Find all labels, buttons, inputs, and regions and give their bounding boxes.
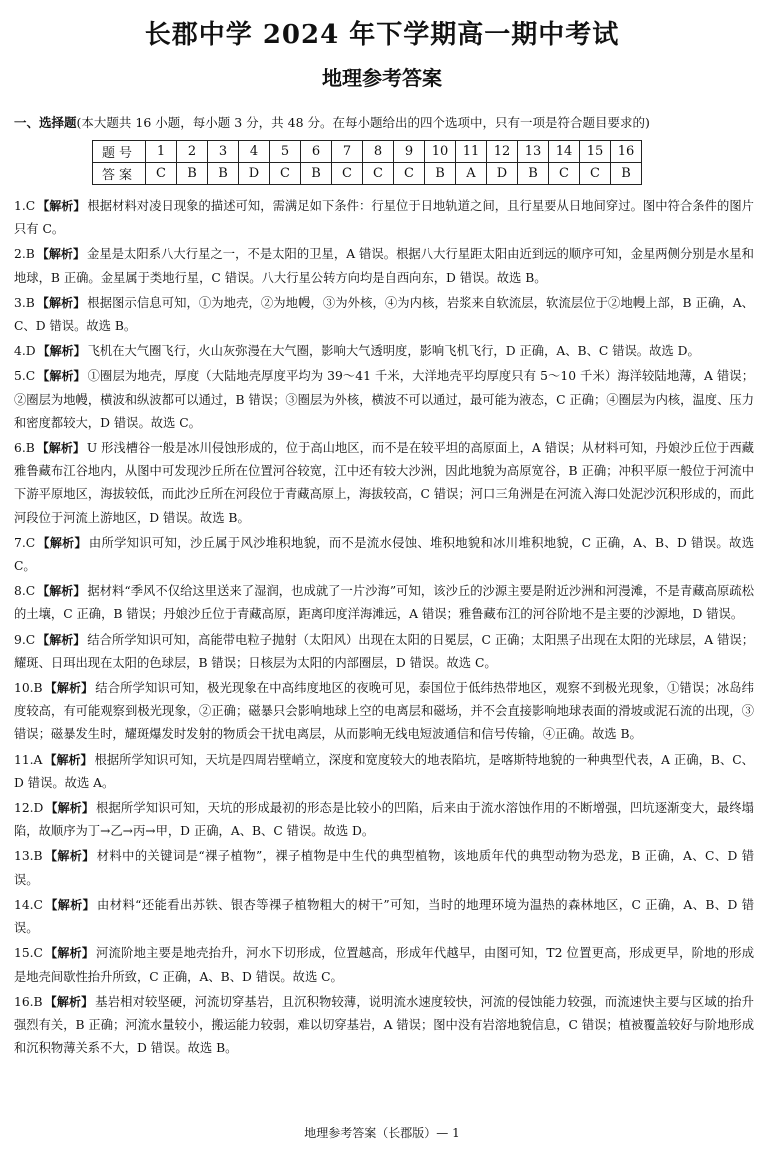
item-text: 根据图示信息可知，①为地壳，②为地幔，③为外核，④为内核，岩浆来自软流层，软流层位于②地幔上部，B 正确，A、C、D 错误。故选 B。 [14, 295, 754, 334]
explanation-item [14, 437, 754, 530]
answer-table-answer-row [93, 163, 642, 185]
explanation-item [14, 243, 754, 289]
item-text: 据材料“季风不仅给这里送来了湿润，也成就了一片沙海”可知，该沙丘的沙源主要是附近沙洲和河漫滩，不是青藏高原疏松的土壤，C 正确，B 错误；丹娘沙丘位于青藏高原，距离印度洋海滩远，A 错误；雅鲁藏布江的河谷阶地不是主要的沙源地，D 错误。 [14, 584, 754, 622]
answer-table-number-row [93, 141, 642, 163]
item-number: 2.B [14, 247, 35, 262]
item-text: 结合所学知识可知，极光现象在中高纬度地区的夜晚可见，泰国位于低纬热带地区，观察不到极光现象，①错误；冰岛纬度较高，有可能观察到极光现象，②正确；磁暴只会影响地球上空的电离层和磁场，并不会直接影响地球表面的滑坡或泥石流的出现，③错误；磁暴发生时，耀斑爆发时发射的物质会干扰电离层，从而影响无线电短波通信和信号传输，④正确。故选 B。 [14, 681, 754, 742]
number-cell: 3 [208, 141, 239, 163]
explanation-item [14, 749, 754, 795]
explanation-item [14, 894, 754, 940]
analysis-tag: 【解析】 [37, 584, 86, 599]
analysis-tag: 【解析】 [36, 295, 86, 310]
item-number: 16.B [14, 994, 43, 1009]
item-text: 根据所学知识可知，天坑是四周岩壁峭立，深度和宽度较大的地表陷坑，是喀斯特地貌的一种典型代表，A 正确，B、C、D 错误。故选 A。 [14, 752, 754, 790]
analysis-tag: 【解析】 [37, 199, 86, 213]
number-cell: 14 [549, 141, 580, 163]
page-title: 长郡中学 2024 年下学期高一期中考试 [144, 20, 620, 50]
answer-cell: C [394, 163, 425, 185]
answer-cell: B [611, 163, 642, 185]
number-cell: 9 [394, 141, 425, 163]
item-number: 9.C [14, 632, 36, 647]
item-text: 金星是太阳系八大行星之一，不是太阳的卫星，A 错误。根据八大行星距太阳由近到远的顺序可知，金星两侧分别是水星和地球，B 正确。金星属于类地行星，C 错误。八大行星公转方向均是自西向东，D 错误。故选 B。 [14, 247, 754, 285]
item-text: 基岩相对较坚硬，河流切穿基岩，且沉积物较薄，说明流水速度较快，河流的侵蚀能力较强，而流速快主要与区域的抬升强烈有关，B 正确；河流水量较小，搬运能力较弱，难以切穿基岩，A 错误；图中没有岩溶地貌信息，C 错误；植被覆盖较好与阶地形成和沉积物薄关系不大，D 错误。故选 B。 [14, 994, 754, 1056]
answer-cell: C [146, 163, 177, 185]
explanation-item [14, 629, 754, 675]
answer-cell: B [177, 163, 208, 185]
item-number: 8.C [14, 584, 36, 599]
analysis-tag: 【解析】 [37, 344, 86, 359]
number-cell: 7 [332, 141, 363, 163]
answer-cell: B [301, 163, 332, 185]
explanation-list [14, 195, 754, 1062]
analysis-tag: 【解析】 [45, 801, 95, 816]
page-subtitle: 地理参考答案 [322, 66, 442, 90]
analysis-tag: 【解析】 [37, 369, 86, 384]
item-text: ①圈层为地壳，厚度（大陆地壳厚度平均为 39～41 千米，大洋地壳平均厚度只有 5～10 千米）海洋较陆地薄，A 错误；②圈层为地幔，横波和纵波都可以通过，B 错误；③圈层为外核，横波不可以通过，最可能为液态，C 正确；④圈层为内核，温度、压力和密度都较大，D 错误。故选 C。 [14, 369, 754, 430]
number-cell: 11 [456, 141, 487, 163]
analysis-tag: 【解析】 [36, 247, 86, 262]
analysis-tag: 【解析】 [44, 946, 95, 961]
analysis-tag: 【解析】 [44, 752, 93, 767]
explanation-item [14, 195, 754, 241]
number-cell: 1 [146, 141, 177, 163]
item-number: 5.C [14, 369, 36, 384]
item-text: 结合所学知识可知，高能带电粒子抛射（太阳风）出现在太阳的日冕层，C 正确；太阳黑子出现在太阳的光球层，A 错误；耀斑、日珥出现在太阳的色球层，B 错误；日核层为太阳的内部圈层，D 错误。故选 C。 [14, 632, 754, 670]
explanation-item [14, 942, 754, 988]
analysis-tag: 【解析】 [44, 681, 94, 696]
answer-cell: C [363, 163, 394, 185]
answer-cell: C [332, 163, 363, 185]
section-label: 一、选择题 [14, 115, 77, 130]
item-number: 13.B [14, 849, 43, 864]
number-cell: 10 [425, 141, 456, 163]
explanation-item [14, 991, 754, 1061]
item-text: 河流阶地主要是地壳抬升，河水下切形成，位置越高，形成年代越早，由图可知，T2 位置更高，形成更早，阶地的形成是地壳间歇性抬升所致，C 正确，A、B、D 错误。故选 C。 [14, 946, 754, 984]
explanation-item [14, 365, 754, 435]
number-cell: 2 [177, 141, 208, 163]
analysis-tag: 【解析】 [37, 632, 86, 647]
analysis-tag: 【解析】 [44, 994, 94, 1009]
item-number: 3.B [14, 295, 35, 310]
number-cell: 16 [611, 141, 642, 163]
item-number: 14.C [14, 897, 43, 912]
item-text: 由材料“还能看出苏铁、银杏等裸子植物粗大的树干”可知，当时的地理环境为温热的森林地区，C 正确，A、B、D 错误。 [14, 897, 754, 936]
item-number: 12.D [14, 801, 44, 816]
item-text: 飞机在大气圈飞行，火山灰弥漫在大气圈，影响大气透明度，影响飞机飞行，D 正确，A、B、C 错误。故选 D。 [87, 344, 700, 359]
answer-cell: C [549, 163, 580, 185]
item-number: 7.C [14, 535, 36, 550]
explanation-item [14, 340, 754, 363]
number-cell: 15 [580, 141, 611, 163]
page-footer: 地理参考答案（长郡版）— 1 [304, 1126, 460, 1140]
analysis-tag: 【解析】 [44, 849, 95, 864]
explanation-item [14, 580, 754, 626]
number-cell: 12 [487, 141, 518, 163]
number-cell: 8 [363, 141, 394, 163]
explanation-item [14, 797, 754, 843]
section-heading [14, 114, 754, 132]
item-number: 1.C [14, 199, 36, 213]
item-text: 由所学知识可知，沙丘属于风沙堆积地貌，而不是流水侵蚀、堆积地貌和冰川堆积地貌，C 正确，A、B、D 错误。故选 C。 [14, 535, 754, 574]
item-text: 根据所学知识可知，天坑的形成最初的形态是比较小的凹陷，后来由于流水溶蚀作用的不断增强，凹坑逐渐变大，最终塌陷，故顺序为丁→乙→丙→甲，D 正确，A、B、C 错误。故选 D。 [14, 801, 754, 839]
answer-cell: B [208, 163, 239, 185]
number-row-label: 题号 [93, 141, 146, 163]
answer-cell: C [270, 163, 301, 185]
answer-cell: B [518, 163, 549, 185]
explanation-item [14, 845, 754, 891]
answer-cell: C [580, 163, 611, 185]
answer-row-label: 答案 [93, 163, 146, 185]
analysis-tag: 【解析】 [37, 535, 87, 550]
item-number: 11.A [14, 752, 43, 767]
item-text: 根据材料对凌日现象的描述可知，需满足如下条件：行星位于日地轨道之间，且行星要从日地间穿过。图中符合条件的图片只有 C。 [14, 199, 754, 237]
item-number: 6.B [14, 441, 35, 456]
number-cell: 4 [239, 141, 270, 163]
explanation-item [14, 677, 754, 747]
item-number: 4.D [14, 344, 36, 359]
analysis-tag: 【解析】 [44, 897, 96, 912]
answer-cell: A [456, 163, 487, 185]
section-note: (本大题共 16 小题，每小题 3 分，共 48 分。在每小题给出的四个选项中，只有一项是符合题目要求的) [76, 115, 650, 130]
explanation-item [14, 292, 754, 338]
answer-cell: D [487, 163, 518, 185]
number-cell: 13 [518, 141, 549, 163]
item-number: 15.C [14, 946, 43, 961]
answer-cell: B [425, 163, 456, 185]
answer-table [92, 140, 642, 185]
answer-cell: D [239, 163, 270, 185]
number-cell: 6 [301, 141, 332, 163]
item-text: 材料中的关键词是“裸子植物”，裸子植物是中生代的典型植物，该地质年代的典型动物为恐龙，B 正确，A、C、D 错误。 [14, 849, 754, 887]
item-number: 10.B [14, 681, 43, 696]
explanation-item [14, 532, 754, 578]
item-text: U 形浅槽谷一般是冰川侵蚀形成的，位于高山地区，而不是在较平坦的高原面上，A 错误；从材料可知，丹娘沙丘位于西藏雅鲁藏布江谷地内，从图中可发现沙丘所在位置河谷较宽，江中还有较大沙洲，因此地貌为高原宽谷，B 正确；冲积平原一般位于河流中下游平原地区，海拔较低，而此沙丘所在河段位于青藏高原上，海拔较高，C 错误；河口三角洲是在河流入海口处泥沙沉积形成的，而此河段位于河流上游地区，D 错误。故选 B。 [14, 441, 754, 525]
number-cell: 5 [270, 141, 301, 163]
analysis-tag: 【解析】 [36, 441, 85, 456]
